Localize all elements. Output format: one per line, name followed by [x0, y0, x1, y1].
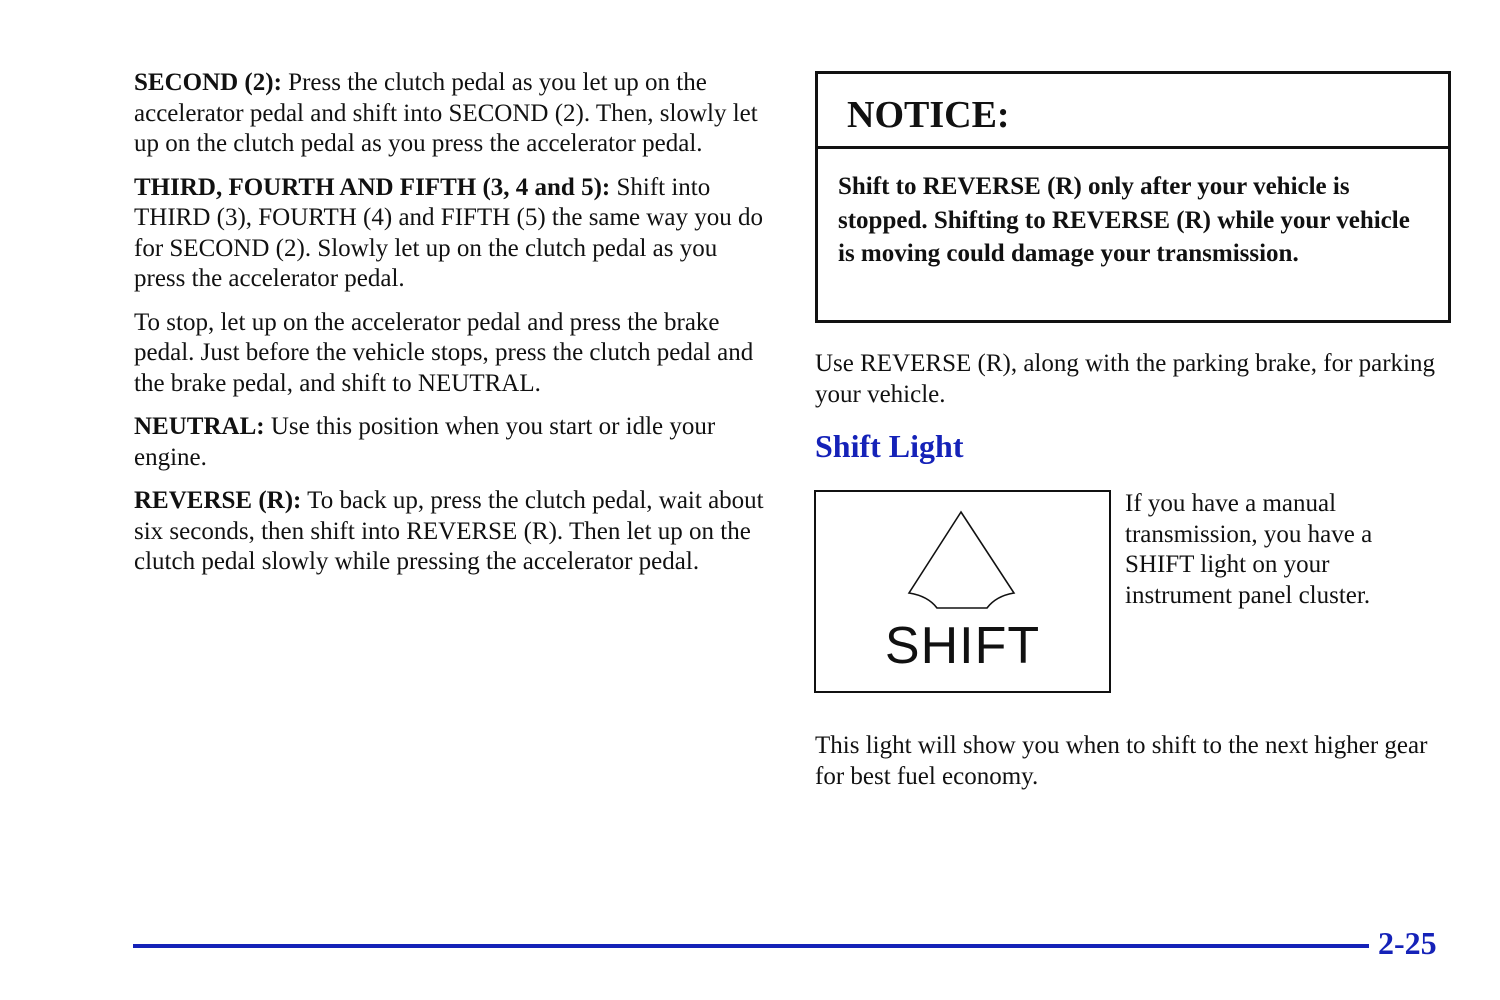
notice-title: NOTICE: [818, 74, 1448, 149]
paragraph-third-fourth-fifth [134, 173, 774, 295]
shift-light-illustration [814, 490, 1111, 693]
paragraph-second [134, 68, 774, 160]
notice-box [815, 71, 1451, 323]
shift-light-description: If you have a manual transmission, you have a SHIFT light on your instrument panel cluster. [1125, 490, 1373, 609]
section-title-shift-light: Shift Light [815, 428, 964, 464]
label-reverse: REVERSE (R): [134, 487, 302, 514]
text-third-fourth-fifth: Shift into THIRD (3), FOURTH (4) and FIFTH (5) the same way you do for SECOND (2). Slowly let up on the clutch pedal as you press the accelerator pedal. [134, 173, 763, 292]
text-second: Press the clutch pedal as you let up on the accelerator pedal and shift into SECOND (2). Then, slowly let up on the clutch pedal as you press the accelerator pedal. [134, 69, 758, 157]
text-neutral: Use this position when you start or idle your engine. [134, 413, 716, 471]
paragraph-to-stop [134, 308, 774, 400]
shift-label: SHIFT [884, 617, 1041, 675]
label-neutral: NEUTRAL: [134, 413, 265, 440]
reverse-parking-text: Use REVERSE (R), along with the parking brake, for parking your vehicle. [815, 350, 1436, 408]
page-number: 2-25 [1378, 925, 1437, 961]
label-second: SECOND (2): [134, 69, 282, 96]
label-third-fourth-fifth: THIRD, FOURTH AND FIFTH (3, 4 and 5): [134, 173, 611, 201]
left-column [134, 68, 774, 591]
text-to-stop: To stop, let up on the accelerator pedal and press the brake pedal. Just before the vehicle stops, press the clutch pedal and the brake pedal, and shift to NEUTRAL. [134, 308, 754, 397]
paragraph-neutral [134, 412, 774, 473]
text-reverse: To back up, press the clutch pedal, wait about six seconds, then shift into REVERSE (R). Then let up on the clutch pedal slowly while pressing the accelerator pedal. [134, 487, 764, 575]
footer-rule [133, 944, 1369, 948]
notice-body: Shift to REVERSE (R) only after your vehicle is stopped. Shifting to REVERSE (R) while your vehicle is moving could damage your transmission. [838, 173, 1410, 267]
shift-light-explanation: This light will show you when to shift to the next higher gear for best fuel economy. [815, 732, 1428, 790]
paragraph-reverse [134, 486, 774, 578]
